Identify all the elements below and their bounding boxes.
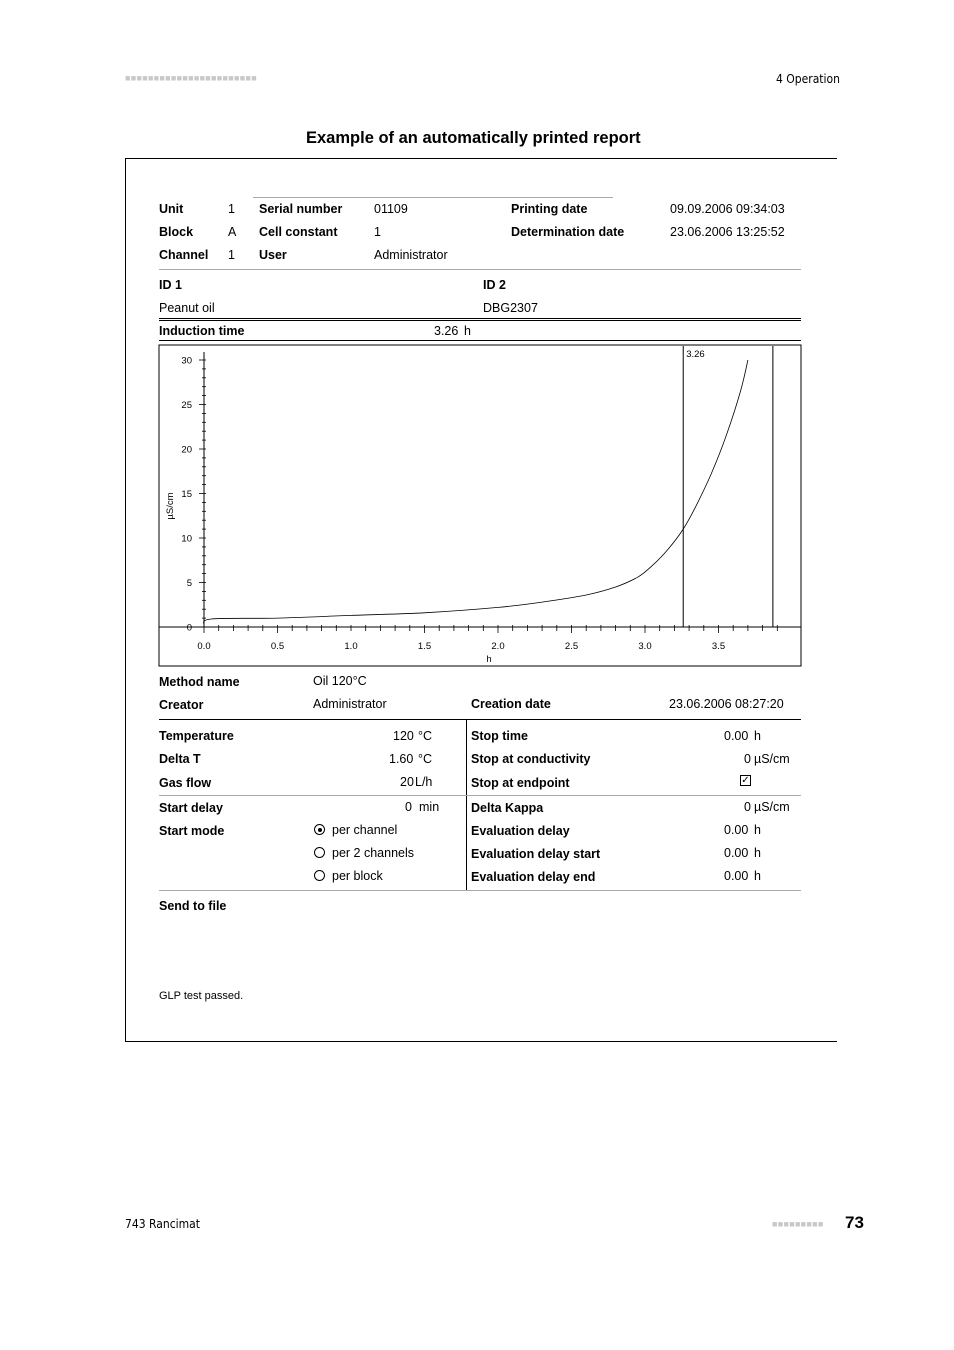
stop-conductivity-value: 0 [744,752,751,766]
channel-label: Channel [159,248,209,262]
id2-value: DBG2307 [483,301,538,315]
x-tick-label: 3.5 [711,641,726,652]
radio-per-block [314,870,325,881]
mode-option-per-channel: per channel [332,823,398,837]
determination-date-value: 23.06.2006 13:25:52 [670,225,785,239]
creator-label: Creator [159,698,204,712]
product-name: 743 Rancimat [125,1217,201,1231]
induction-time-value: 3.26 [434,324,459,338]
start-delay-unit: min [419,800,440,814]
block-value: A [228,225,237,239]
user-value: Administrator [374,248,448,262]
unit-label: Unit [159,202,184,216]
stop-time-value: 0.00 [724,729,749,743]
induction-marker-label: 3.26 [686,349,705,360]
temperature-value: 120 [393,729,414,743]
y-tick-label: 20 [181,444,192,456]
header-decoration: ■■■■■■■■■■■■■■■■■■■■■■■ [125,73,257,83]
id2-label: ID 2 [483,278,506,292]
send-to-file-label: Send to file [159,899,227,913]
start-mode-label: Start mode [159,824,225,838]
start-delay-label: Start delay [159,801,223,815]
cell-constant-value: 1 [374,225,381,239]
stop-conductivity-label: Stop at conductivity [471,752,591,766]
stop-endpoint-label: Stop at endpoint [471,776,570,790]
mode-option-per-2-channels: per 2 channels [332,846,415,860]
delta-kappa-label: Delta Kappa [471,801,544,815]
start-delay-value: 0 [405,800,412,814]
page-caption: Example of an automatically printed report [306,129,641,147]
creation-date-value: 23.06.2006 08:27:20 [669,697,784,711]
gas-flow-unit: L/h [415,775,433,789]
x-axis-label: h [486,654,492,665]
induction-time-label: Induction time [159,324,245,338]
y-tick-label: 0 [186,622,192,634]
radio-per-2-channels [314,847,325,858]
gas-flow-label: Gas flow [159,776,212,790]
x-axis [159,622,801,652]
x-tick-label: 1.0 [344,641,358,652]
channel-value: 1 [228,248,235,262]
temperature-label: Temperature [159,729,234,743]
serial-value: 01109 [374,202,408,216]
y-axis-label: µS/cm [165,492,176,520]
stop-endpoint-checkbox: ✓ [741,775,750,786]
stop-time-unit: h [754,729,761,743]
y-tick-label: 15 [181,489,192,500]
id1-label: ID 1 [159,278,182,292]
x-tick-label: 3.0 [638,641,652,652]
stop-conductivity-unit: µS/cm [754,752,790,766]
delta-t-value: 1.60 [389,752,414,766]
evaluation-delay-end-unit: h [754,869,761,883]
x-tick-label: 2.5 [564,641,579,652]
y-tick-label: 10 [181,533,192,545]
delta-t-label: Delta T [159,752,201,766]
printing-date-label: Printing date [511,202,588,216]
footer-decoration: ■■■■■■■■■ [772,1219,824,1229]
x-tick-label: 1.5 [417,641,432,652]
method-name-value: Oil 120°C [313,674,367,688]
x-tick-label: 0.5 [270,641,285,652]
evaluation-delay-label: Evaluation delay [471,824,570,838]
stop-time-label: Stop time [471,729,528,743]
method-name-label: Method name [159,675,240,689]
delta-kappa-unit: µS/cm [754,800,790,814]
determination-date-label: Determination date [511,225,625,239]
unit-value: 1 [228,202,235,216]
x-tick-label: 0.0 [197,641,211,652]
radio-per-channel [314,824,325,835]
x-tick-label: 2.0 [491,641,505,652]
gas-flow-value: 20 [400,775,414,789]
cell-constant-label: Cell constant [259,225,338,239]
serial-label: Serial number [259,202,343,216]
evaluation-delay-start-value: 0.00 [724,846,749,860]
evaluation-delay-start-unit: h [754,846,761,860]
series-line [204,360,748,625]
y-tick-label: 5 [186,578,192,589]
creator-value: Administrator [313,697,387,711]
section-title: 4 Operation [775,72,840,86]
y-axis [181,352,206,634]
evaluation-delay-start-label: Evaluation delay start [471,847,601,861]
block-label: Block [159,225,194,239]
chart-frame [159,345,801,666]
delta-kappa-value: 0 [744,800,751,814]
id1-value: Peanut oil [159,301,215,315]
evaluation-delay-value: 0.00 [724,823,749,837]
glp-status: GLP test passed. [159,990,244,1002]
induction-time-unit: h [464,324,471,338]
evaluation-delay-unit: h [754,823,761,837]
y-tick-label: 30 [181,355,192,367]
temperature-unit: °C [418,729,433,743]
marker-lines [683,346,773,627]
mode-option-per-block: per block [332,869,383,883]
evaluation-delay-end-value: 0.00 [724,869,749,883]
printing-date-value: 09.09.2006 09:34:03 [670,202,785,216]
page-number: 73 [845,1213,864,1232]
evaluation-delay-end-label: Evaluation delay end [471,870,596,884]
y-tick-label: 25 [181,400,192,411]
user-label: User [259,248,287,262]
creation-date-label: Creation date [471,697,551,711]
delta-t-unit: °C [418,752,433,766]
